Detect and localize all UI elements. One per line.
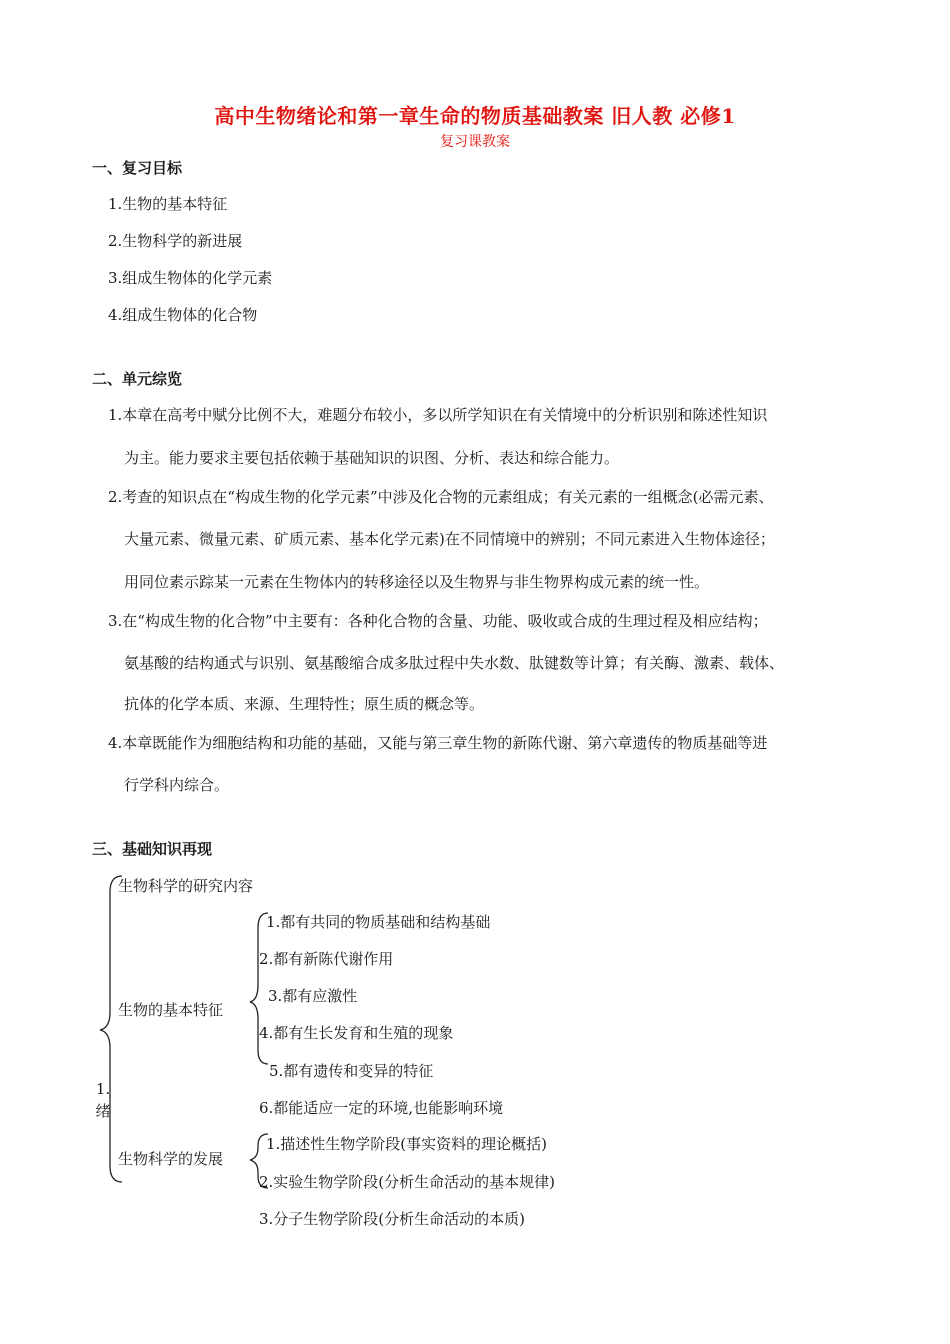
overview-line: 氨基酸的结构通式与识别、氨基酸缩合成多肽过程中失水数、肽键数等计算；有关酶、激素、载体、: [124, 654, 785, 672]
overview-line: 1.本章在高考中赋分比例不大，难题分布较小，多以所学知识在有关情境中的分析识别和陈述性知识: [108, 406, 768, 424]
characteristic-item: 4.都有生长发育和生殖的现象: [259, 1024, 454, 1042]
development-stage-item: 2.实验生物学阶段(分析生命活动的基本规律): [259, 1173, 556, 1191]
branch-research-content: 生物科学的研究内容: [118, 877, 254, 895]
section-heading-unit-overview: 二、单元综览: [92, 370, 183, 388]
development-stage-item: 3.分子生物学阶段(分析生命活动的本质): [259, 1210, 526, 1228]
overview-line: 为主。能力要求主要包括依赖于基础知识的识图、分析、表达和综合能力。: [124, 449, 620, 467]
branch-science-development: 生物科学的发展: [118, 1150, 224, 1168]
document-subtitle: 复习课教案: [440, 134, 510, 150]
overview-line: 大量元素、微量元素、矿质元素、基本化学元素)在不同情境中的辨别；不同元素进入生物体途径；: [124, 530, 775, 548]
overview-line: 行学科内综合。: [124, 776, 230, 794]
development-stage-item: 1.描述性生物学阶段(事实资料的理论概括): [266, 1135, 548, 1153]
characteristic-item: 5.都有遗传和变异的特征: [269, 1062, 434, 1080]
section-heading-basic-knowledge: 三、基础知识再现: [92, 840, 213, 858]
characteristic-item: 6.都能适应一定的环境,也能影响环境: [259, 1099, 504, 1117]
overview-line: 用同位素示踪某一元素在生物体内的转移途径以及生物界与非生物界构成元素的统一性。: [124, 573, 710, 591]
goal-item: 1.生物的基本特征: [108, 195, 228, 213]
goal-item: 4.组成生物体的化合物: [108, 306, 258, 324]
root-label-vertical: 1. 绪: [95, 1080, 111, 1120]
characteristic-item: 2.都有新陈代谢作用: [259, 950, 394, 968]
section-heading-review-goals: 一、复习目标: [92, 159, 183, 177]
characteristic-item: 3.都有应激性: [268, 987, 358, 1005]
characteristic-item: 1.都有共同的物质基础和结构基础: [266, 913, 491, 931]
document-title: 高中生物绪论和第一章生命的物质基础教案 旧人教 必修1: [214, 104, 736, 128]
overview-line: 4.本章既能作为细胞结构和功能的基础，又能与第三章生物的新陈代谢、第六章遗传的物质基础等进: [108, 734, 768, 752]
goal-item: 2.生物科学的新进展: [108, 232, 243, 250]
branch-basic-characteristics: 生物的基本特征: [118, 1001, 224, 1019]
overview-line: 2.考查的知识点在“构成生物的化学元素”中涉及化合物的元素组成；有关元素的一组概念(必需元素、: [108, 488, 774, 506]
main-brace: [100, 876, 122, 1182]
goal-item: 3.组成生物体的化学元素: [108, 269, 273, 287]
overview-line: 3.在“构成生物的化合物”中主要有：各种化合物的含量、功能、吸收或合成的生理过程及相应结构；: [108, 612, 768, 630]
overview-line: 抗体的化学本质、来源、生理特性；原生质的概念等。: [124, 695, 485, 713]
